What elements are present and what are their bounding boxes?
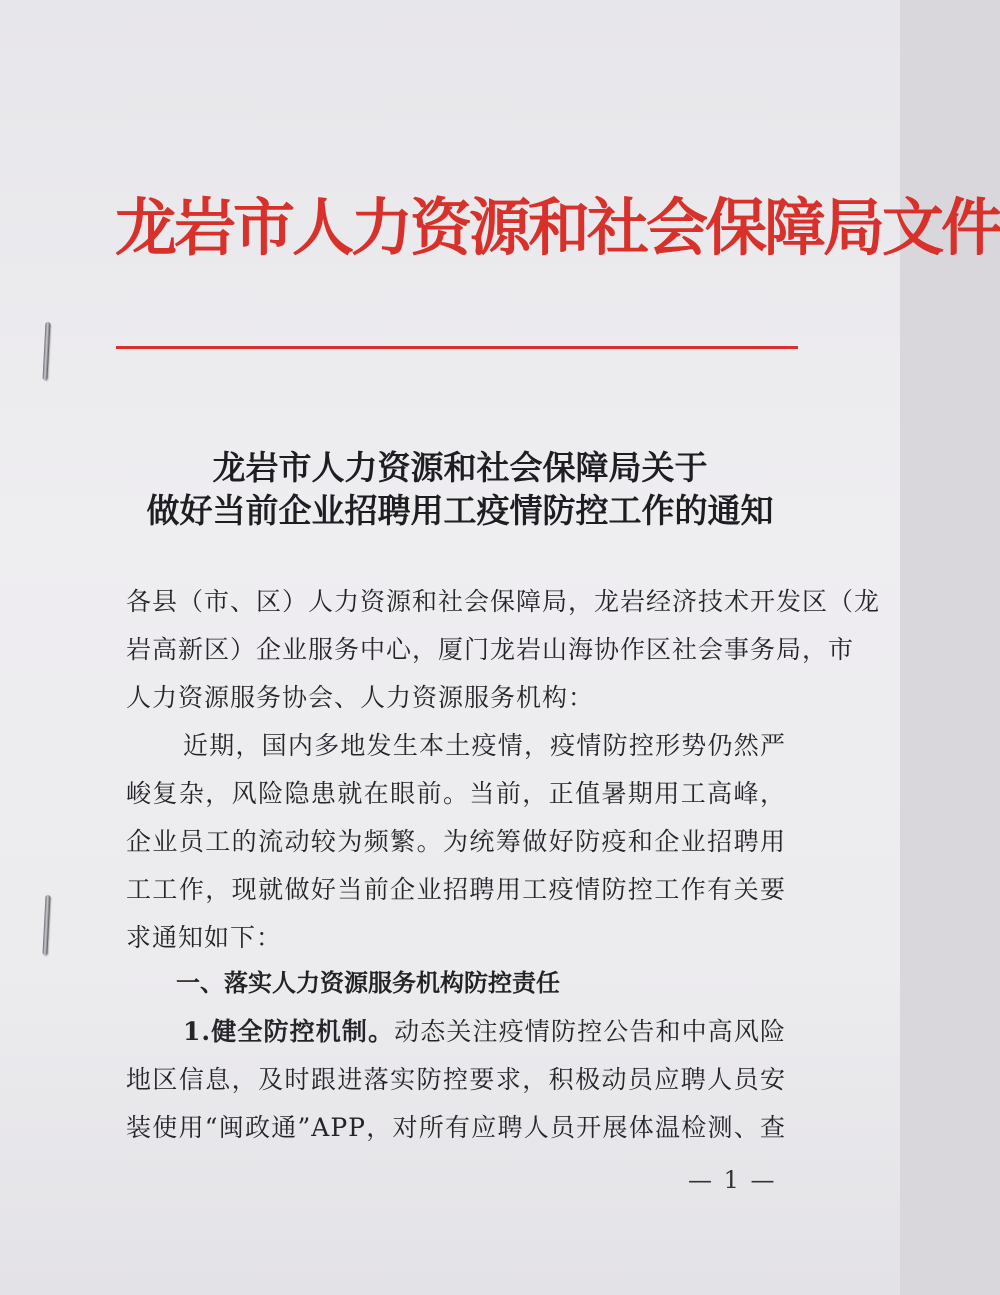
paragraph1-line-2: 峻复杂，风险隐患就在眼前。当前，正值暑期用工高峰， [126,779,786,808]
paragraph1-line-1: 近期，国内多地发生本土疫情，疫情防控形势仍然严 [183,731,786,760]
staple-top [42,322,50,380]
red-divider-rule [116,346,798,349]
page-number: — 1 — [688,1166,777,1194]
item1-line-1-rest: 动态关注疫情防控公告和中高风险 [394,1017,786,1046]
addressee-line-3: 人力资源服务协会、人力资源服务机构： [126,683,595,712]
paragraph1-line-5: 求通知如下： [126,923,283,952]
staple-bottom [42,895,50,955]
notice-title-line-1: 龙岩市人力资源和社会保障局关于 [212,448,708,487]
paragraph1-line-3: 企业员工的流动较为频繁。为统筹做好防疫和企业招聘用 [126,827,786,856]
addressee-line-2: 岩高新区）企业服务中心，厦门龙岩山海协作区社会事务局，市 [126,635,855,664]
addressee-line-1: 各县（市、区）人力资源和社会保障局，龙岩经济技术开发区（龙 [126,587,881,616]
section-1-heading: 一、落实人力资源服务机构防控责任 [176,969,560,997]
item1-lead: 1.健全防控机制。 [183,1017,395,1046]
item1-line-1 [183,1012,786,1052]
paragraph1-line-4: 工工作，现就做好当前企业招聘用工疫情防控工作有关要 [126,875,786,904]
issuer-header-title: 龙岩市人力资源和社会保障局文件 [115,191,1000,264]
item1-line-3: 装使用“闽政通”APP，对所有应聘人员开展体温检测、查 [126,1113,786,1142]
notice-title-line-2: 做好当前企业招聘用工疫情防控工作的通知 [146,491,774,530]
item1-line-2: 地区信息，及时跟进落实防控要求，积极动员应聘人员安 [126,1065,786,1094]
